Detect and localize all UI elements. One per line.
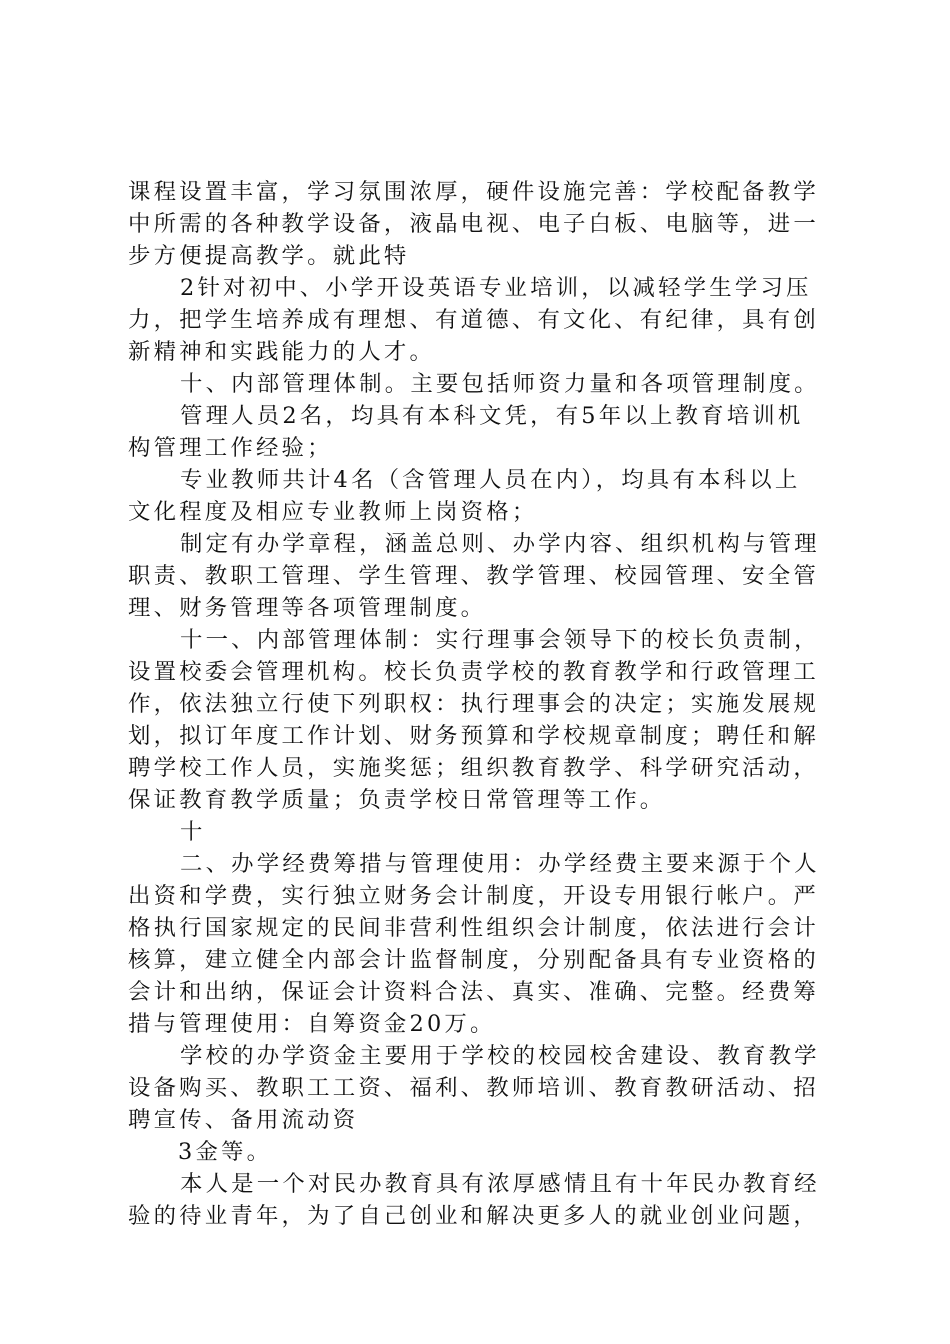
text-line: 新精神和实践能力的人才。 [128,339,436,365]
text-line: 核算，建立健全内部会计监督制度，分别配备具有专业资格的 [128,947,819,973]
text-line: 课程设置丰富，学习氛围浓厚，硬件设施完善：学校配备教学 [128,179,819,205]
text-line: 保证教育教学质量；负责学校日常管理等工作。 [128,787,666,813]
section-heading-12-prefix: 十 [180,819,206,845]
text-line: 会计和出纳，保证会计资料合法、真实、准确、完整。经费筹 [128,979,819,1005]
text-line: 设备购买、教职工工资、福利、教师培训、教育教研活动、招 [128,1075,819,1101]
section-heading-11: 十一、内部管理体制：实行理事会领导下的校长负责制， [180,627,820,653]
text-line: 理、财务管理等各项管理制度。 [128,595,487,621]
text-line: 构管理工作经验； [128,435,333,461]
document-body [128,176,828,1232]
text-line: 文化程度及相应专业教师上岗资格； [128,499,538,525]
text-line: 制定有办学章程，涵盖总则、办学内容、组织机构与管理 [180,531,820,557]
text-line: 出资和学费，实行独立财务会计制度，开设专用银行帐户。严 [128,883,819,909]
text-line: 学校的办学资金主要用于学校的校园校舍建设、教育教学 [180,1043,820,1069]
text-line: 设置校委会管理机构。校长负责学校的教育教学和行政管理工 [128,659,819,685]
text-line: 步方便提高教学。就此特 [128,243,410,269]
text-line: 职责、教职工管理、学生管理、教学管理、校园管理、安全管 [128,563,819,589]
text-line: 验的待业青年，为了自己创业和解决更多人的就业创业问题， [128,1203,819,1229]
section-heading-12: 二、办学经费筹措与管理使用：办学经费主要来源于个人 [180,851,820,877]
text-line: 聘宣传、备用流动资 [128,1107,359,1133]
text-line: 措与管理使用：自筹资金20万。 [128,1011,496,1037]
text-line: 3金等。 [178,1139,273,1165]
text-line: 作，依法独立行使下列职权：执行理事会的决定；实施发展规 [128,691,819,717]
text-line: 中所需的各种教学设备，液晶电视、电子白板、电脑等，进一 [128,211,819,237]
text-line: 划，拟订年度工作计划、财务预算和学校规章制度；聘任和解 [128,723,819,749]
text-line: 力，把学生培养成有理想、有道德、有文化、有纪律，具有创 [128,307,819,333]
section-heading-10: 十、内部管理体制。主要包括师资力量和各项管理制度。 [180,371,820,397]
text-line: 管理人员2名，均具有本科文凭，有5年以上教育培训机 [180,403,804,429]
text-line: 格执行国家规定的民间非营利性组织会计制度，依法进行会计 [128,915,819,941]
text-line: 本人是一个对民办教育具有浓厚感情且有十年民办教育经 [180,1171,820,1197]
text-line: 2针对初中、小学开设英语专业培训，以减轻学生学习压 [180,275,812,301]
text-line: 专业教师共计4名（含管理人员在内），均具有本科以上 [180,467,801,493]
text-line: 聘学校工作人员，实施奖惩；组织教育教学、科学研究活动， [128,755,819,781]
